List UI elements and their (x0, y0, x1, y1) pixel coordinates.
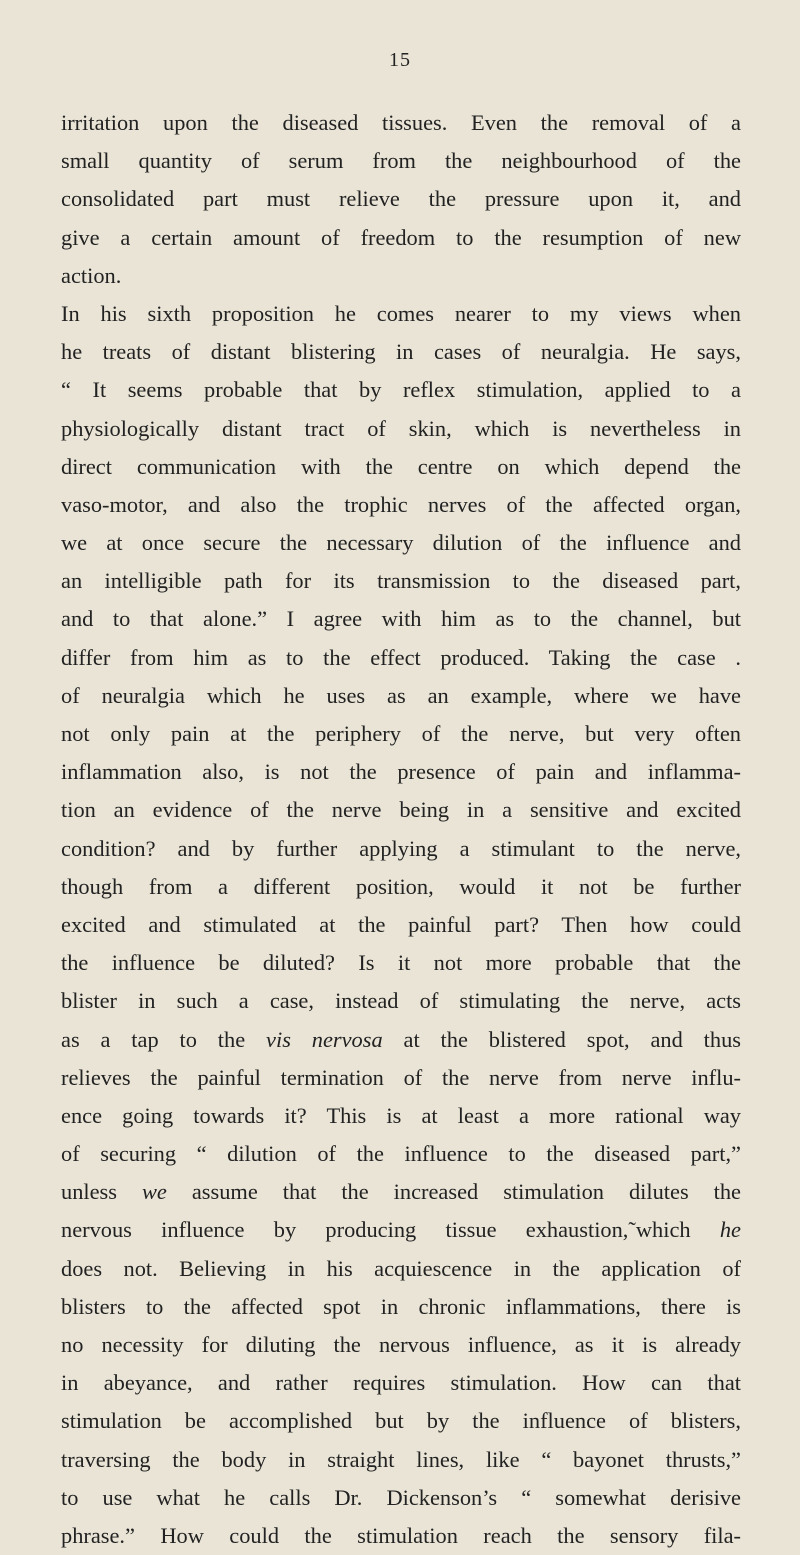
text-segment: to use what he calls Dr. Dickenson’s “ somewhat derisive (61, 1484, 741, 1510)
text-segment: physiologically distant tract of skin, which is nevertheless in (61, 415, 741, 441)
text-line (61, 371, 741, 409)
text-line (61, 1479, 741, 1517)
text-line (61, 982, 741, 1020)
text-line (61, 1135, 741, 1173)
text-line (61, 104, 741, 142)
text-line (61, 1097, 741, 1135)
text-segment: direct communication with the centre on which depend the (61, 453, 741, 479)
text-line (61, 906, 741, 944)
text-line (61, 486, 741, 524)
text-segment: differ from him as to the effect produced. Taking the case . (61, 644, 741, 670)
text-segment: blisters to the affected spot in chronic inflammations, there is (61, 1293, 741, 1319)
text-segment: consolidated part must relieve the pressure upon it, and (61, 186, 741, 212)
text-line (61, 639, 741, 677)
text-line (61, 180, 741, 218)
text-line (61, 142, 741, 180)
text-line (61, 830, 741, 868)
text-line (61, 1326, 741, 1364)
text-segment: excited and stimulated at the painful part? Then how could (61, 911, 741, 937)
text-segment: stimulation be accomplished but by the influence of blisters, (61, 1408, 741, 1434)
text-line (61, 1364, 741, 1402)
text-line (61, 410, 741, 448)
text-segment: vaso-motor, and also the trophic nerves of the affected organ, (61, 491, 741, 517)
text-segment: inflammation also, is not the presence of pain and inflamma- (61, 759, 741, 785)
text-line (61, 257, 741, 295)
page-number: 15 (389, 49, 411, 71)
text-segment: he treats of distant blistering in cases of neuralgia. He says, (61, 339, 741, 365)
text-segment: at the blistered spot, and thus (382, 1026, 742, 1052)
text-segment: In his sixth proposition he comes nearer to my views when (61, 300, 741, 326)
text-line (61, 333, 741, 371)
text-line (61, 1211, 741, 1249)
text-line (61, 524, 741, 562)
text-line (61, 1173, 741, 1211)
text-line (61, 600, 741, 638)
text-segment: as a tap to the (61, 1026, 267, 1052)
text-segment: nervous influence by producing tissue exhaustion,˜which (61, 1217, 720, 1243)
text-line (61, 448, 741, 486)
text-line (61, 868, 741, 906)
text-segment: phrase.” How could the stimulation reach the sensory fila- (61, 1522, 741, 1548)
text-segment: no necessity for diluting the nervous influence, as it is already (61, 1332, 741, 1357)
text-segment: traversing the body in straight lines, like “ bayonet thrusts,” (61, 1446, 741, 1472)
text-line (61, 1288, 741, 1326)
text-segment: and to that alone.” I agree with him as to the channel, but (61, 606, 741, 632)
text-segment: not only pain at the periphery of the nerve, but very often (61, 721, 741, 746)
text-segment: assume that the increased stimulation dilutes the (166, 1179, 741, 1205)
text-line (61, 295, 741, 333)
text-line (61, 1517, 741, 1555)
text-segment: the influence be diluted? Is it not more probable that the (61, 950, 741, 976)
text-segment: ence going towards it? This is at least a more rational way (61, 1102, 741, 1128)
text-segment: give a certain amount of freedom to the resumption of new (61, 224, 741, 250)
text-segment: in abeyance, and rather requires stimulation. How can that (61, 1370, 741, 1396)
text-segment: of securing “ dilution of the influence to the diseased part,” (61, 1141, 741, 1167)
text-segment: condition? and by further applying a stimulant to the nerve, (61, 835, 741, 861)
text-line (61, 562, 741, 600)
text-line (61, 944, 741, 982)
italic-segment: he (719, 1217, 741, 1243)
text-segment: does not. Believing in his acquiescence in the application of (61, 1255, 741, 1281)
text-segment: relieves the painful termination of the nerve from nerve influ- (61, 1064, 741, 1090)
text-line (61, 715, 741, 753)
text-segment: irritation upon the diseased tissues. Even the removal of a (61, 110, 741, 135)
body-text (61, 104, 741, 1555)
italic-segment: vis nervosa (266, 1026, 383, 1052)
text-segment: tion an evidence of the nerve being in a sensitive and excited (61, 797, 741, 823)
text-line (61, 1441, 741, 1479)
text-segment: action. (61, 262, 122, 288)
text-segment: unless (61, 1179, 142, 1205)
text-segment: small quantity of serum from the neighbourhood of the (61, 148, 741, 174)
italic-segment: we (141, 1179, 167, 1205)
text-line (61, 1059, 741, 1097)
text-segment: though from a different position, would it not be further (61, 873, 741, 899)
text-segment: of neuralgia which he uses as an example, where we have (61, 682, 741, 708)
text-line (61, 677, 741, 715)
text-segment: blister in such a case, instead of stimulating the nerve, acts (61, 988, 741, 1014)
text-line (61, 791, 741, 829)
text-segment: “ It seems probable that by reflex stimulation, applied to a (61, 377, 741, 403)
text-line (61, 753, 741, 791)
text-segment: we at once secure the necessary dilution of the influence and (61, 530, 741, 556)
text-segment: an intelligible path for its transmission to the diseased part, (61, 568, 741, 594)
text-line (61, 1021, 741, 1059)
text-line (61, 219, 741, 257)
text-line (61, 1250, 741, 1288)
text-line (61, 1402, 741, 1440)
